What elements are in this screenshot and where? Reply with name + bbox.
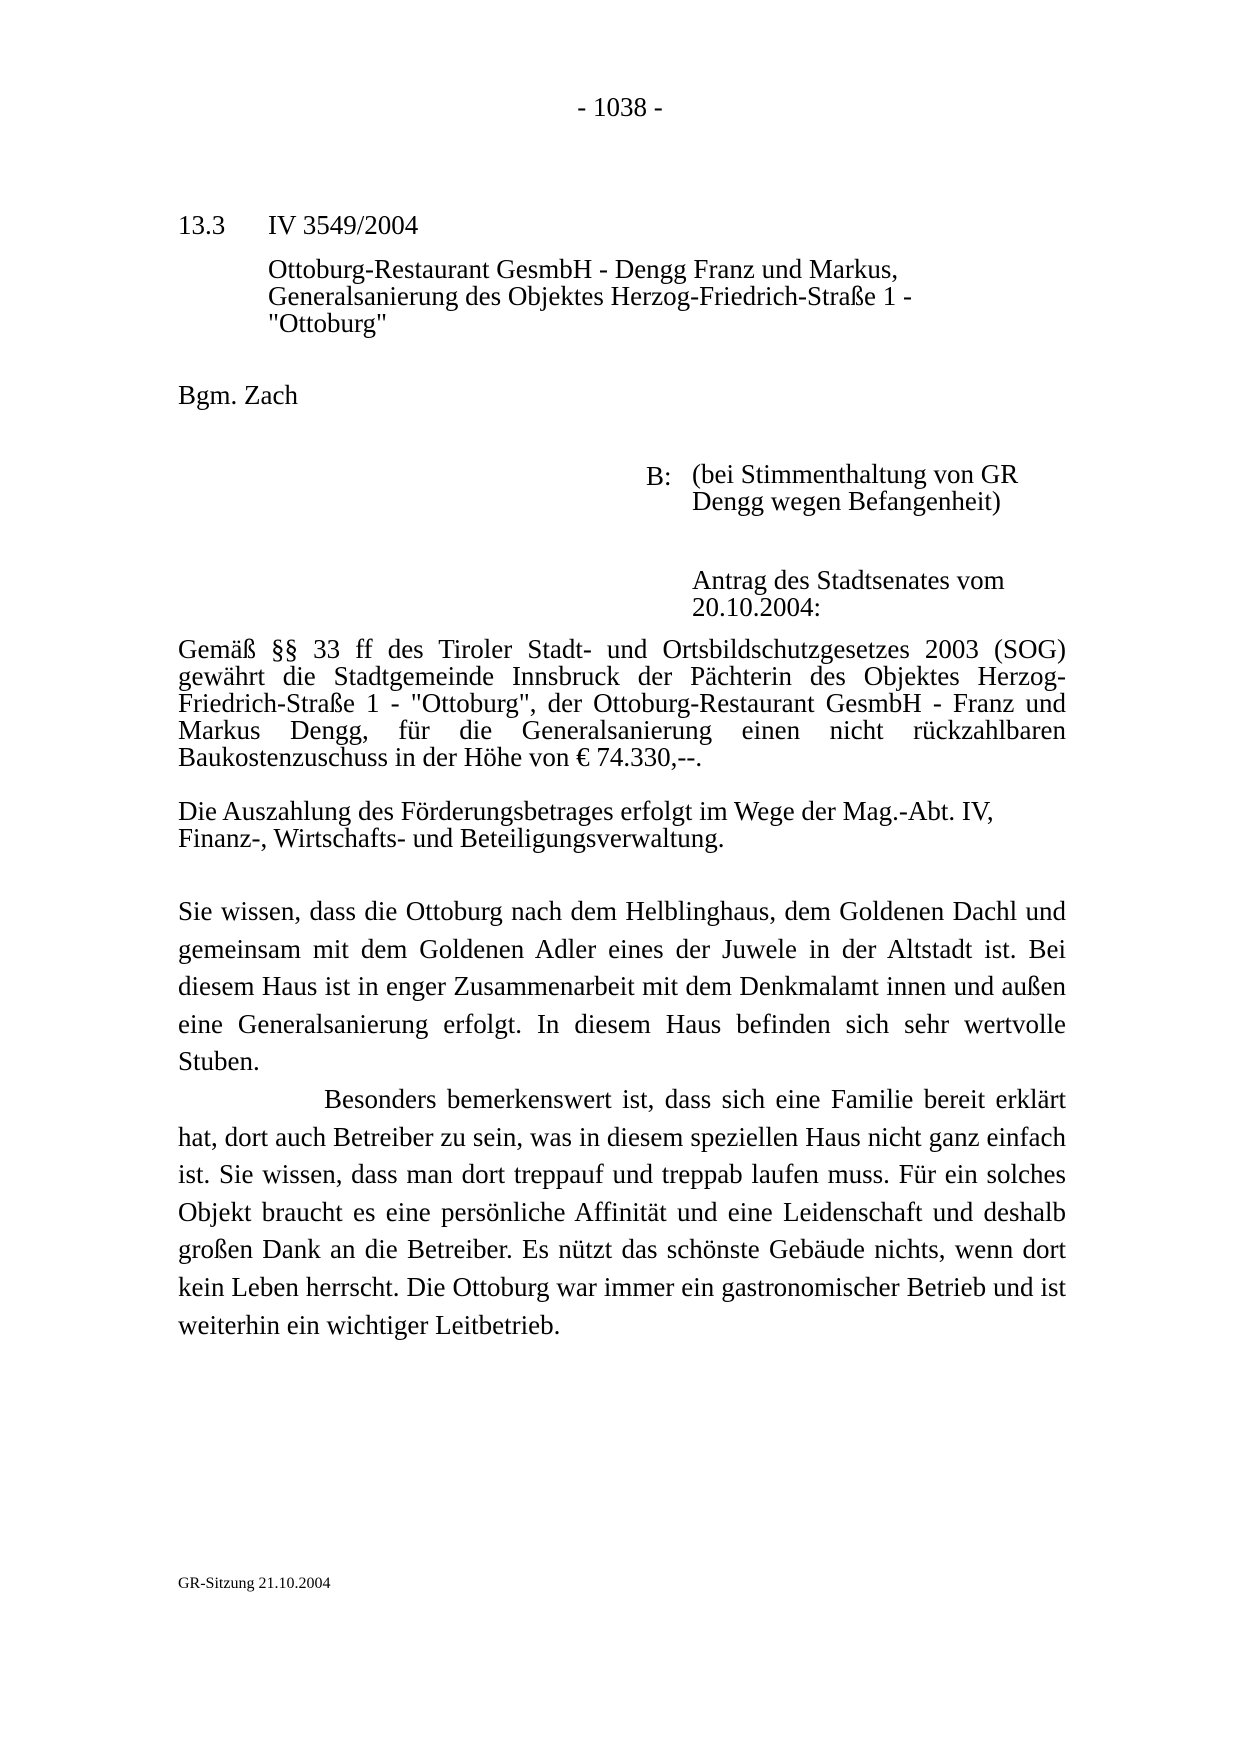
agenda-item-reference: IV 3549/2004	[268, 210, 419, 240]
speech-paragraph: Besonders bemerkenswert ist, dass sich eine Familie bereit erklärt hat, dort auch Betreiber zu sein, was in diesem speziellen Haus nicht ganz einfach ist. Sie wissen, dass man dort treppauf und treppab laufen muss. Für ein solches Objekt braucht es eine persönliche Affinität und eine Leidenschaft und deshalb großen Dank an die Betreiber. Es nützt das schönste Gebäude nichts, wenn dort kein Leben herrscht. Die Ottoburg war immer ein gastronomischer Betrieb und ist weiterhin ein wichtiger Leitbetrieb.	[178, 1083, 1066, 1340]
agenda-item-number: 13.3	[178, 210, 226, 240]
page-footer: GR-Sitzung 21.10.2004	[178, 1575, 331, 1592]
page-number: - 1038 -	[577, 92, 663, 122]
speaker-name: Bgm. Zach	[178, 380, 298, 410]
speech-body	[178, 893, 1066, 1344]
agenda-item-title: Ottoburg-Restaurant GesmbH - Dengg Franz und Markus, Generalsanierung des Objektes Herzog-Friedrich-Straße 1 - "Ottoburg"	[268, 254, 913, 338]
speech-paragraph: Sie wissen, dass die Ottoburg nach dem Helblinghaus, dem Goldenen Dachl und gemeinsam mit dem Goldenen Adler eines der Juwele in der Altstadt ist. Bei diesem Haus ist in enger Zusammenarbeit mit dem Denkmalamt innen und außen eine Generalsanierung erfolgt. In diesem Haus befinden sich sehr wertvolle Stuben.	[178, 896, 1066, 1077]
decision-label: B:	[646, 461, 672, 491]
resolution-text: Gemäß §§ 33 ff des Tiroler Stadt- und Ortsbildschutzgesetzes 2003 (SOG) gewährt die Stadtgemeinde Innsbruck der Pächterin des Objektes Herzog-Friedrich-Straße 1 - "Ottoburg", der Ottoburg-Restaurant GesmbH - Franz und Markus Dengg, für die Generalsanierung einen nicht rückzahlbaren Baukostenzuschuss in der Höhe von € 74.330,--.	[178, 634, 1066, 772]
payout-text: Die Auszahlung des Förderungsbetrages erfolgt im Wege der Mag.-Abt. IV, Finanz-, Wirtschafts- und Beteiligungsverwaltung.	[178, 796, 994, 853]
senate-motion: Antrag des Stadtsenates vom 20.10.2004:	[692, 565, 1005, 622]
decision-note: (bei Stimmenthaltung von GR Dengg wegen Befangenheit)	[692, 459, 1019, 516]
